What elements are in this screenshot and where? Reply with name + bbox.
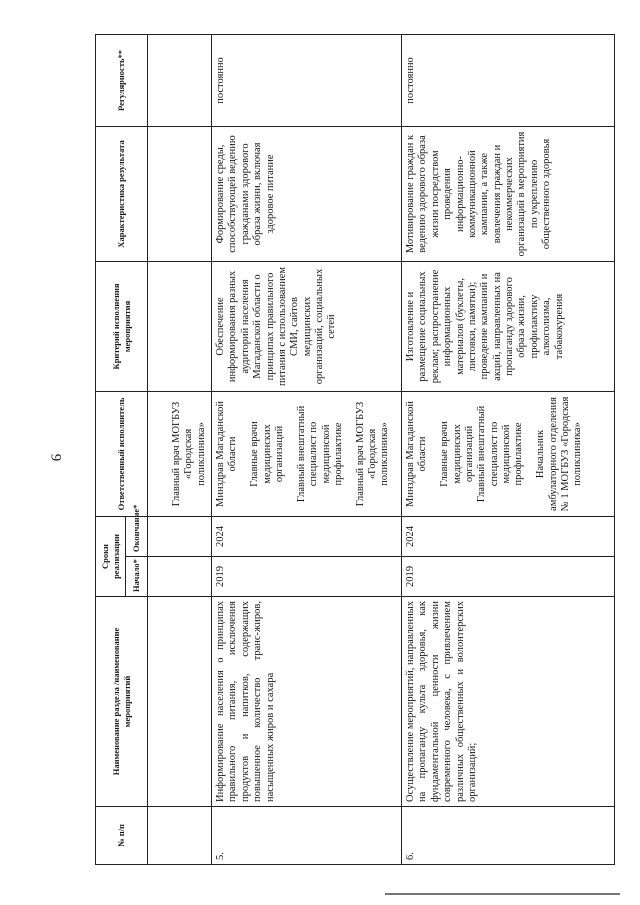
responsible-line: Минздрав Магаданской области <box>405 400 429 508</box>
header-period: Сроки реализации <box>96 516 126 596</box>
end-year: 2024 <box>402 516 615 556</box>
end-year: 2024 <box>212 516 402 556</box>
responsible-line: Минздрав Магаданской области <box>215 400 239 508</box>
regularity-cell: постоянно <box>402 34 615 126</box>
criterion-cell: Изготовление и размещение социальных реклам; распространение информационных материалов (буклеты, листовки, памятки); проведение кампаний и акций, направленных на пропаганду здорового образа жизни, профилактику алкоголизма, табакокурения <box>402 261 615 391</box>
start-year: 2019 <box>212 557 402 597</box>
regularity-cell: постоянно <box>212 34 402 126</box>
rotated-document-table <box>95 35 615 865</box>
responsible-line: Главные врачи медицинских организаций <box>439 421 475 487</box>
header-criterion: Критерий исполнения мероприятия <box>96 261 148 391</box>
measures-table <box>95 34 615 865</box>
table-row <box>212 34 402 864</box>
responsible-line: Главный внештатный специалист по медицинской профилактике <box>295 405 344 503</box>
row-number: 6. <box>402 807 615 865</box>
start-year: 2019 <box>402 557 615 597</box>
responsible-cell: Главный врач МОГБУЗ «Городская поликлиника» <box>148 391 212 516</box>
result-cell: Формирование среды, способствующей ведению гражданами здорового образа жизни, включая здоровое питание <box>212 126 402 261</box>
result-cell: Мотивирование граждан к ведению здорового образа жизни посредством проведения информационно-коммуникационной кампании, а также вовлечения граждан и некоммерческих организаций в мероприятия по укреплению общественного здоровья <box>402 126 615 261</box>
responsible-cell <box>212 391 402 516</box>
header-result: Характеристика результата <box>96 126 148 261</box>
header-start: Начало* <box>126 557 148 597</box>
header-row <box>96 34 126 864</box>
table-row-continued <box>148 34 212 864</box>
header-responsible: Ответственный исполнитель <box>96 391 148 516</box>
measure-name: Осуществление мероприятий, направленных на пропаганду культа здоровья, как фундаментальной ценности жизни современного человека, с привлечением различных общественных и волонтерских организаций; <box>402 597 615 807</box>
criterion-cell: Обеспечение информирования разных аудиторий населения Магаданской области о принципах правильного питания с использованием СМИ, сайтов медицинских организаций, социальных сетей <box>212 261 402 391</box>
measure-name: Информирование населения о принципах правильного питания, исключения продуктов и напитков, содержащих повышенное количество транс-жиров, насыщенных жиров и сахара <box>212 597 402 807</box>
responsible-cell <box>402 391 615 516</box>
header-end: Окончание* <box>126 516 148 556</box>
header-num: № п/п <box>96 807 148 865</box>
row-number: 5. <box>212 807 402 865</box>
responsible-line: Главный врач МОГБУЗ «Городская поликлиника» <box>354 401 391 507</box>
responsible-line: Главные врачи медицинских организаций <box>249 421 285 487</box>
header-regularity: Регулярность** <box>96 34 148 126</box>
responsible-line: Начальник амбулаторного отделения № 1 МОГБУЗ «Городская поликлиника» <box>535 396 584 512</box>
header-name: Наименование раздела /наименование мероприятий <box>96 597 148 807</box>
page-number: 9 <box>47 453 64 462</box>
responsible-line: Главный внештатный специалист по медицинской профилактике <box>476 405 525 503</box>
scan-edge-line <box>385 893 620 895</box>
table-row <box>402 34 615 864</box>
